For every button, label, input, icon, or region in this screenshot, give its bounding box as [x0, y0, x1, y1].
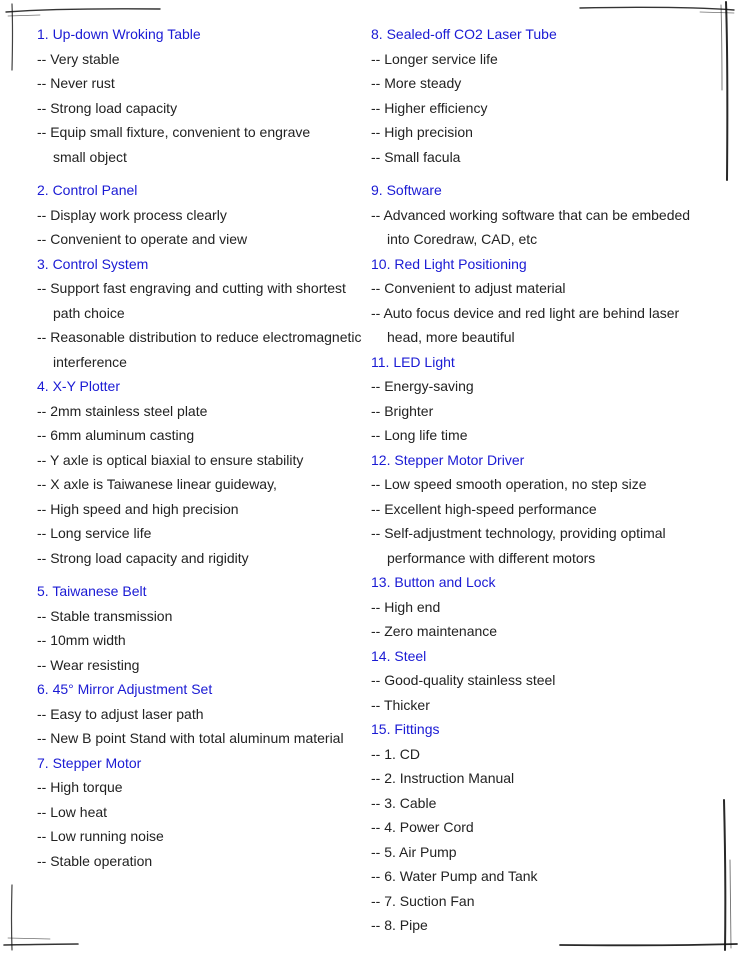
feature-item: -- 10mm width	[37, 632, 126, 648]
section-gap	[371, 169, 721, 178]
feature-item: -- Easy to adjust laser path	[37, 705, 204, 722]
section-gap	[37, 570, 367, 579]
feature-item: -- Very stable	[37, 50, 120, 67]
right-column	[371, 22, 721, 938]
feature-item: -- Low running noise	[37, 828, 164, 844]
feature-item: -- Long life time	[371, 427, 468, 443]
feature-item: -- Convenient to adjust material	[371, 280, 566, 296]
feature-item: -- Wear resisting	[37, 656, 140, 673]
section-heading: 12. Stepper Motor Driver	[371, 451, 525, 468]
feature-item: -- Strong load capacity	[37, 99, 178, 116]
section-heading: 11. LED Light	[371, 353, 455, 370]
feature-item: -- High end	[371, 598, 441, 615]
feature-item: -- 6. Water Pump and Tank	[371, 868, 538, 884]
feature-item: -- Never rust	[37, 75, 115, 91]
feature-item: -- High speed and high precision	[37, 500, 239, 517]
feature-item: -- New B point Stand with total aluminum material	[37, 730, 344, 746]
feature-item: -- 4. Power Cord	[371, 819, 474, 835]
feature-item: -- Low speed smooth operation, no step size	[371, 476, 647, 492]
feature-item: -- 5. Air Pump	[371, 843, 457, 860]
left-column	[37, 22, 367, 873]
section-heading: 7. Stepper Motor	[37, 754, 142, 771]
feature-item: -- Display work process clearly	[37, 206, 227, 223]
feature-item: -- Good-quality stainless steel	[371, 672, 556, 688]
feature-continuation: performance with different motors	[387, 549, 596, 566]
feature-item: -- Convenient to operate and view	[37, 231, 248, 247]
section-heading: 1. Up-down Wroking Table	[37, 26, 201, 42]
feature-item: -- 3. Cable	[371, 794, 437, 811]
section-heading: 15. Fittings	[371, 721, 440, 737]
feature-item: -- More steady	[371, 75, 462, 91]
feature-item: -- Thicker	[371, 696, 430, 713]
feature-item: -- Equip small fixture, convenient to engrave	[37, 124, 311, 140]
feature-continuation: into Coredraw, CAD, etc	[387, 231, 538, 247]
feature-item: -- 7. Suction Fan	[371, 892, 475, 909]
section-heading: 5. Taiwanese Belt	[37, 583, 147, 599]
feature-item: -- Auto focus device and red light are behind laser	[371, 304, 680, 321]
feature-item: -- Stable operation	[37, 852, 153, 869]
section-heading: 9. Software	[371, 182, 442, 198]
feature-item: -- Stable transmission	[37, 607, 173, 624]
feature-item: -- Zero maintenance	[371, 623, 498, 639]
section-heading: 8. Sealed-off CO2 Laser Tube	[371, 26, 557, 42]
feature-item: -- Long service life	[37, 525, 152, 541]
feature-continuation: interference	[53, 353, 127, 370]
feature-item: -- Small facula	[371, 148, 461, 165]
feature-item: -- High torque	[37, 779, 123, 795]
feature-item: -- Advanced working software that can be embeded	[371, 206, 691, 223]
section-heading: 10. Red Light Positioning	[371, 255, 527, 272]
feature-item: -- Support fast engraving and cutting with shortest	[37, 280, 346, 296]
section-heading: 6. 45° Mirror Adjustment Set	[37, 681, 213, 697]
feature-item: -- High precision	[371, 124, 473, 140]
feature-item: -- Reasonable distribution to reduce electromagnetic	[37, 329, 362, 345]
feature-item: -- 2. Instruction Manual	[371, 770, 515, 786]
feature-item: -- Excellent high-speed performance	[371, 500, 597, 517]
feature-item: -- Y axle is optical biaxial to ensure stability	[37, 451, 304, 468]
feature-continuation: head, more beautiful	[387, 329, 515, 345]
feature-item: -- 8. Pipe	[371, 917, 428, 933]
feature-item: -- Longer service life	[371, 50, 498, 67]
feature-item: -- Strong load capacity and rigidity	[37, 549, 249, 566]
feature-item: -- Brighter	[371, 402, 434, 419]
feature-item: -- Self-adjustment technology, providing optimal	[371, 525, 666, 541]
feature-item: -- Higher efficiency	[371, 99, 488, 116]
feature-item: -- 2mm stainless steel plate	[37, 402, 208, 419]
feature-item: -- Energy-saving	[371, 378, 474, 394]
section-heading: 3. Control System	[37, 255, 149, 272]
feature-continuation: small object	[53, 148, 127, 165]
feature-item: -- Low heat	[37, 803, 108, 820]
section-gap	[37, 169, 367, 178]
feature-item: -- 6mm aluminum casting	[37, 427, 195, 443]
section-heading: 13. Button and Lock	[371, 574, 496, 590]
section-heading: 4. X-Y Plotter	[37, 378, 121, 394]
section-heading: 14. Steel	[371, 647, 427, 664]
feature-continuation: path choice	[53, 304, 125, 321]
section-heading: 2. Control Panel	[37, 182, 138, 198]
feature-item: -- X axle is Taiwanese linear guideway,	[37, 476, 277, 492]
feature-item: -- 1. CD	[371, 745, 420, 762]
